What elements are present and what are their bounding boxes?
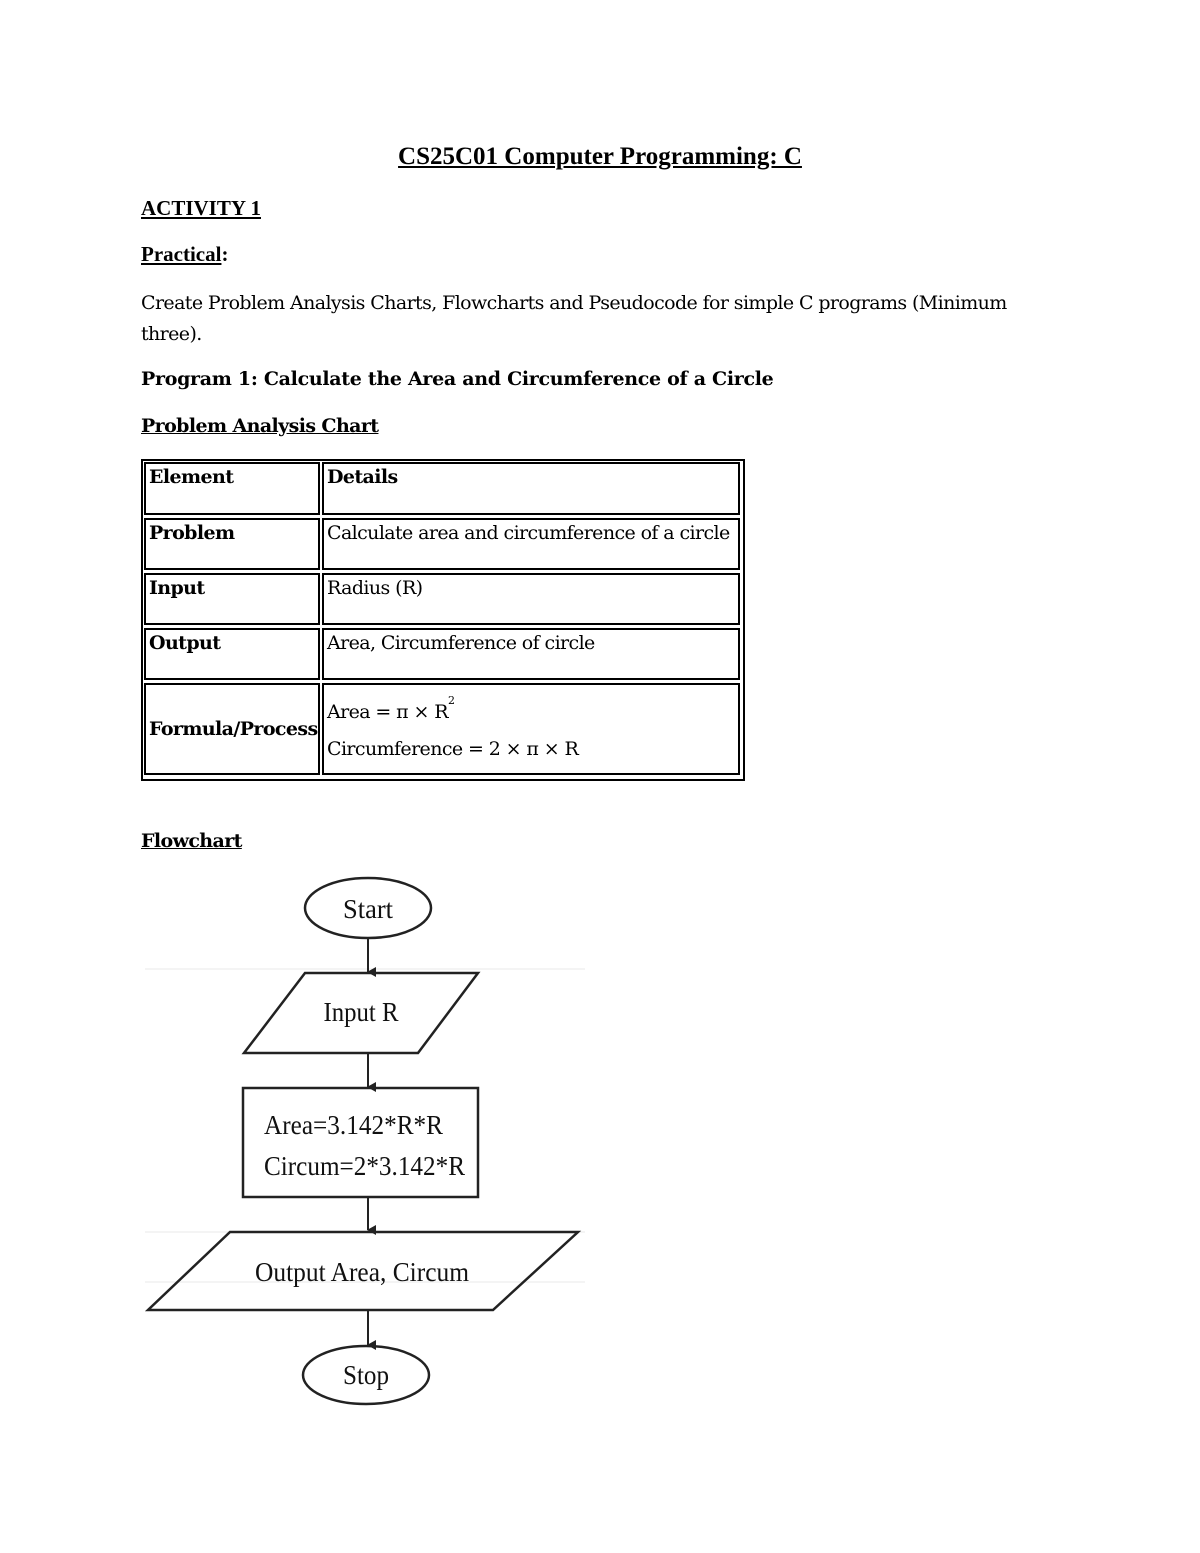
document-title: CS25C01 Computer Programming: C: [398, 143, 802, 170]
practical-label: Practical: [141, 242, 222, 266]
table-row-details: Calculate area and circumference of a circle: [322, 518, 740, 570]
practical-colon: :: [221, 242, 229, 266]
flowchart-heading: Flowchart: [141, 830, 242, 852]
program-heading: Program 1: Calculate the Area and Circumference of a Circle: [141, 368, 774, 390]
output-label: Output Area, Circum: [255, 1257, 469, 1287]
formula-process-label: Formula/Process: [149, 718, 318, 740]
table-row-element: Problem: [144, 518, 320, 570]
table-row-element: Output: [144, 628, 320, 680]
practical-description: Create Problem Analysis Charts, Flowcharts and Pseudocode for simple C programs (Minimum three).: [141, 292, 1007, 345]
input-label: Input R: [323, 997, 399, 1027]
process-area-formula: Area=3.142*R*R: [264, 1110, 443, 1140]
activity-heading: ACTIVITY 1: [141, 196, 261, 220]
table-header-element: Element: [144, 462, 320, 515]
problem-analysis-chart-heading: Problem Analysis Chart: [141, 415, 379, 437]
area-formula: Area = $\pi \times R^2$: [327, 694, 455, 723]
table-row-details: Area, Circumference of circle: [322, 628, 740, 680]
circumference-formula: Circumference = 2 × π × R: [327, 738, 579, 760]
table-row-details: Radius (R): [322, 573, 740, 625]
stop-label: Stop: [343, 1360, 389, 1390]
table-row-element: Input: [144, 573, 320, 625]
process-circum-formula: Circum=2*3.142*R: [264, 1151, 465, 1181]
start-label: Start: [343, 894, 394, 924]
table-header-details: Details: [322, 462, 740, 515]
superscript-2: 2: [447, 694, 455, 707]
